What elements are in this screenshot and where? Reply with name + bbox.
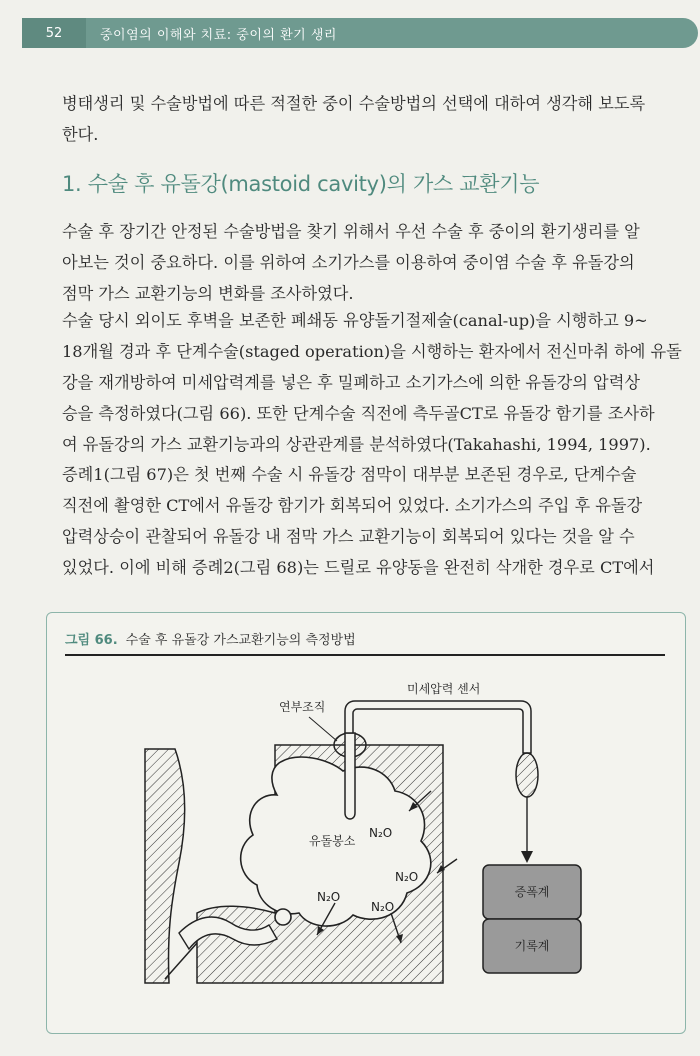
running-header	[22, 18, 698, 48]
sensor-probe	[345, 733, 355, 819]
n2o-label-2: N₂O	[395, 870, 419, 884]
text-line: 18개월 경과 후 단계수술(staged operation)을 시행하는 환자에서 전신마취 하에 유돌	[62, 342, 682, 361]
text-line: 여 유돌강의 가스 교환기능과의 상관관계를 분석하였다(Takahashi, 1994, 1997).	[62, 435, 651, 454]
paragraph-3	[62, 459, 666, 583]
n2o-label-1: N₂O	[369, 826, 393, 840]
text-line: 아보는 것이 중요하다. 이를 위하여 소기가스를 이용하여 중이염 수술 후 유돌강의	[62, 253, 635, 272]
figure-label: 그림 66.	[65, 633, 118, 648]
pressure-transducer	[516, 753, 538, 797]
amplifier-label: 증폭계	[514, 885, 550, 899]
n2o-label-3: N₂O	[317, 890, 341, 904]
bone-left	[145, 749, 185, 983]
text-line: 병태생리 및 수술방법에 따른 적절한 중이 수술방법의 선택에 대하여 생각해 보도록	[62, 94, 646, 113]
text-line: 승을 측정하였다(그림 66). 또한 단계수술 직전에 측두골CT로 유돌강 함기를 조사하	[62, 404, 655, 423]
measurement-diagram	[47, 613, 685, 1033]
text-line: 수술 당시 외이도 후벽을 보존한 폐쇄동 유양돌기절제술(canal-up)을 시행하고 9~	[62, 311, 648, 330]
text-line: 있었다. 이에 비해 증례2(그림 68)는 드릴로 유양동을 완전히 삭개한 경우로 CT에서	[62, 558, 655, 577]
n2o-label-4: N₂O	[371, 900, 395, 914]
running-title: 중이염의 이해와 치료: 중이의 환기 생리	[100, 27, 337, 43]
paragraph-2	[62, 305, 682, 460]
page-number: 52	[22, 18, 86, 48]
text-line: 직전에 촬영한 CT에서 유돌강 함기가 회복되어 있었다. 소기가스의 주입 후 유돌강	[62, 496, 643, 515]
paragraph-1	[62, 216, 666, 309]
intro-paragraph	[62, 88, 666, 150]
text-line: 증례1(그림 67)은 첫 번째 수술 시 유돌강 점막이 대부분 보존된 경우로, 단계수술	[62, 465, 637, 484]
text-line: 한다.	[62, 125, 99, 144]
section-heading: 1. 수술 후 유돌강(mastoid cavity)의 가스 교환기능	[62, 172, 540, 196]
cavity-label: 유돌봉소	[309, 834, 356, 848]
ossicle-round	[275, 909, 291, 925]
sensor-label: 미세압력 센서	[407, 682, 481, 696]
figure-title: 수술 후 유돌강 가스교환기능의 측정방법	[125, 633, 356, 648]
text-line: 압력상승이 관찰되어 유돌강 내 점막 가스 교환기능이 회복되어 있다는 것을 알 수	[62, 527, 635, 546]
text-line: 강을 재개방하여 미세압력계를 넣은 후 밀폐하고 소기가스에 의한 유돌강의 압력상	[62, 373, 640, 392]
soft-tissue-label: 연부조직	[279, 700, 326, 714]
figure-box	[46, 612, 686, 1034]
recorder-label: 기록계	[514, 939, 550, 953]
soft-tissue-leader	[309, 717, 337, 741]
text-line: 점막 가스 교환기능의 변화를 조사하였다.	[62, 284, 354, 303]
signal-arrow	[521, 851, 533, 863]
text-line: 수술 후 장기간 안정된 수술방법을 찾기 위해서 우선 수술 후 중이의 환기생리를 알	[62, 222, 640, 241]
ear-canal-line	[165, 943, 197, 979]
